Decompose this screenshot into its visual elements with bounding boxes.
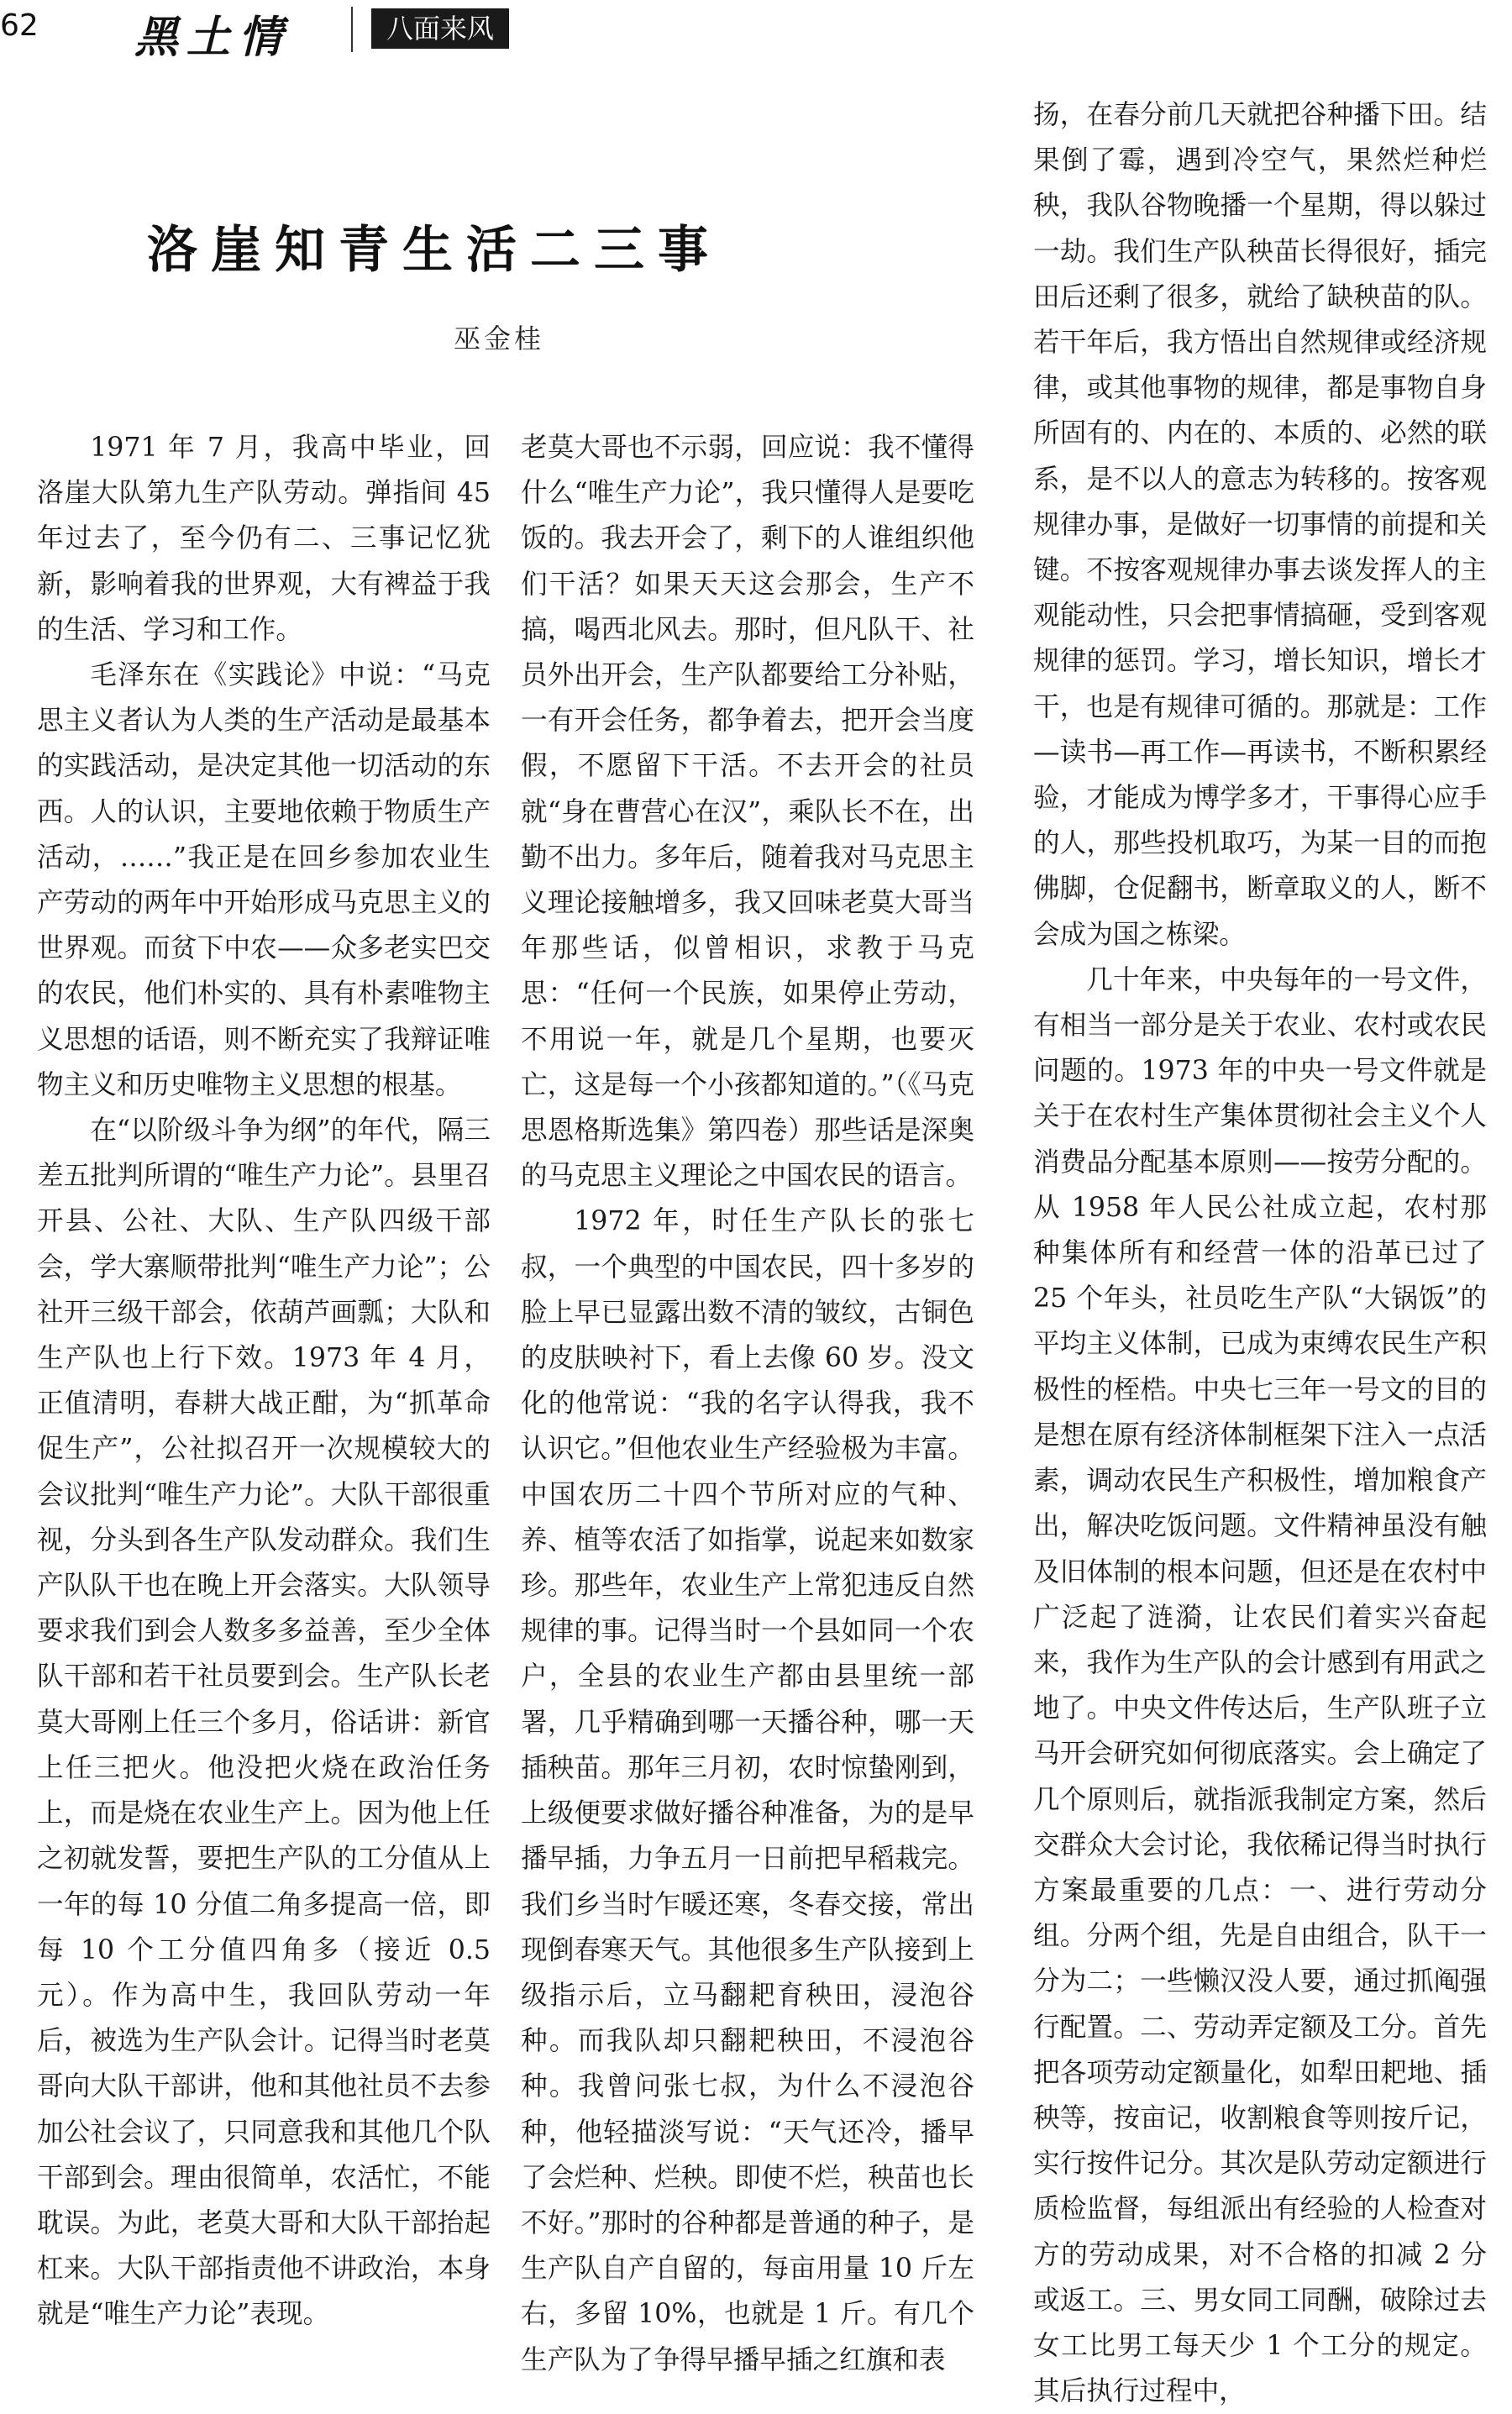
page-number: 62 bbox=[0, 8, 39, 43]
article-column-3 bbox=[1033, 92, 1487, 2407]
paragraph: 老莫大哥也不示弱，回应说：我不懂得什么“唯生产力论”，我只懂得人是要吃饭的。我去开会了，剩下的人谁组织他们干活？如果天天这会那会，生产不搞，喝西北风去。那时，但凡队干、社员外出开会，生产队都要给工分补贴，一有开会任务，都争着去，把开会当度假，不愿留下干活。不去开会的社员就“身在曹营心在汉”，乘队长不在，出勤不出力。多年后，随着我对马克思主义理论接触增多，我又回味老莫大哥当年那些话，似曾相识，求教于马克思：“任何一个民族，如果停止劳动，不用说一年，就是几个星期，也要灭亡，这是每一个小孩都知道的。”（《马克思恩格斯选集》第四卷）那些话是深奥的马克思主义理论之中国农民的语言。 bbox=[521, 433, 974, 1192]
paragraph: 毛泽东在《实践论》中说：“马克思主义者认为人类的生产活动是最基本的实践活动，是决定其他一切活动的东西。人的认识，主要地依赖于物质生产活动，……”我正是在回乡参加农业生产劳动的两年中开始形成马克思主义的世界观。而贫下中农——众多老实巴交的农民，他们朴实的、具有朴素唯物主义思想的话语，则不断充实了我辩证唯物主义和历史唯物主义思想的根基。 bbox=[37, 660, 491, 1100]
article-column-2 bbox=[521, 425, 974, 2375]
article-author: 巫金桂 bbox=[454, 323, 545, 354]
paragraph: 1971 年 7 月，我高中毕业，回洛崖大队第九生产队劳动。弹指间 45 年过去了，至今仍有二、三事记忆犹新，影响着我的世界观，大有裨益于我的生活、学习和工作。 bbox=[37, 433, 491, 645]
article-column-1 bbox=[37, 425, 491, 2330]
page-header bbox=[0, 0, 1512, 63]
paragraph: 在“以阶级斗争为纲”的年代，隔三差五批判所谓的“唯生产力论”。县里召开县、公社、大队、生产队四级干部会，学大寨顺带批判“唯生产力论”；公社开三级干部会，依葫芦画瓢；大队和生产队也上行下效。1973 年 4 月，正值清明，春耕大战正酣，为“抓革命促生产”，公社拟召开一次规模较大的会议批判“唯生产力论”。大队干部很重视，分头到各生产队发动群众。我们生产队队干也在晚上开会落实。大队领导要求我们到会人数多多益善，至少全体队干部和若干社员要到会。生产队长老莫大哥刚上任三个多月，俗话讲：新官上任三把火。他没把火烧在政治任务上，而是烧在农业生产上。因为他上任之初就发誓，要把生产队的工分值从上一年的每 10 分值二角多提高一倍，即每 10 个工分值四角多（接近 0.5 元）。作为高中生，我回队劳动一年后，被选为生产队会计。记得当时老莫哥向大队干部讲，他和其他社员不去参加公社会议了，只同意我和其他几个队干部到会。理由很简单，农活忙，不能耽误。为此，老莫大哥和大队干部抬起杠来。大队干部指责他不讲政治，本身就是“唯生产力论”表现。 bbox=[37, 1115, 491, 2330]
article-title: 洛崖知青生活二三事 bbox=[147, 221, 722, 280]
paragraph: 几十年来，中央每年的一号文件，有相当一部分是关于农业、农村或农民问题的。1973 年的中央一号文件就是关于在农村生产集体贯彻社会主义个人消费品分配基本原则——按劳分配的。从 1958 年人民公社成立起，农村那种集体所有和经营一体的沿革已过了 25 个年头，社员吃生产队“大锅饭”的平均主义体制，已成为束缚农民生产积极性的桎梏。中央七三年一号文的目的是想在原有经济体制框架下注入一点活素，调动农民生产积极性，增加粮食产出，解决吃饭问题。文件精神虽没有触及旧体制的根本问题，但还是在农村中广泛起了涟漪，让农民们着实兴奋起来，我作为生产队的会计感到有用武之地了。中央文件传达后，生产队班子立马开会研究如何彻底落实。会上确定了几个原则后，就指派我制定方案，然后交群众大会讨论，我依稀记得当时执行方案最重要的几点：一、进行劳动分组。分两个组，先是自由组合，队干一分为二；一些懒汉没人要，通过抓阄强行配置。二、劳动弄定额及工分。首先把各项劳动定额量化，如犁田耙地、插秧等，按亩记，收割粮食等则按斤记，实行按件记分。其次是队劳动定额进行质检监督，每组派出有经验的人检查对方的劳动成果，对不合格的扣减 2 分或返工。三、男女同工同酬，破除过去女工比男工每天少 1 个工分的规定。其后执行过程中， bbox=[1033, 964, 1487, 2407]
header-divider bbox=[351, 7, 353, 52]
paragraph: 1972 年，时任生产队长的张七叔，一个典型的中国农民，四十多岁的脸上早已显露出数不清的皱纹，古铜色的皮肤映衬下，看上去像 60 岁。没文化的他常说：“我的名字认得我，我不认识它。”但他农业生产经验极为丰富。中国农历二十四个节所对应的气种、养、植等农活了如指掌，说起来如数家珍。那些年，农业生产上常犯违反自然规律的事。记得当时一个县如同一个农户，全县的农业生产都由县里统一部署，几乎精确到哪一天播谷种，哪一天插秧苗。那年三月初，农时惊蛰刚到，上级便要求做好播谷种准备，为的是早播早插，力争五月一日前把早稻栽完。我们乡当时乍暖还寒，冬春交接，常出现倒春寒天气。其他很多生产队接到上级指示后，立马翻耙育秧田，浸泡谷种。而我队却只翻耙秧田，不浸泡谷种。我曾问张七叔，为什么不浸泡谷种，他轻描淡写说：“天气还冷，播早了会烂种、烂秧。即使不烂，秧苗也长不好。”那时的谷种都是普通的种子，是生产队自产自留的，每亩用量 10 斤左右，多留 10%，也就是 1 斤。有几个生产队为了争得早播早插之红旗和表 bbox=[521, 1206, 974, 2375]
section-badge: 八面来风 bbox=[371, 8, 509, 49]
paragraph: 扬，在春分前几天就把谷种播下田。结果倒了霉，遇到冷空气，果然烂种烂秧，我队谷物晚播一个星期，得以躲过一劫。我们生产队秧苗长得很好，插完田后还剩了很多，就给了缺秧苗的队。若干年后，我方悟出自然规律或经济规律，或其他事物的规律，都是事物自身所固有的、内在的、本质的、必然的联系，是不以人的意志为转移的。按客观规律办事，是做好一切事情的前提和关键。不按客观规律办事去谈发挥人的主观能动性，只会把事情搞砸，受到客观规律的惩罚。学习，增长知识，增长才干，也是有规律可循的。那就是：工作—读书—再工作—再读书，不断积累经验，才能成为博学多才，干事得心应手的人，那些投机取巧，为某一目的而抱佛脚，仓促翻书，断章取义的人，断不会成为国之栋梁。 bbox=[1033, 100, 1487, 950]
magazine-logo: 黑土情 bbox=[134, 12, 291, 63]
